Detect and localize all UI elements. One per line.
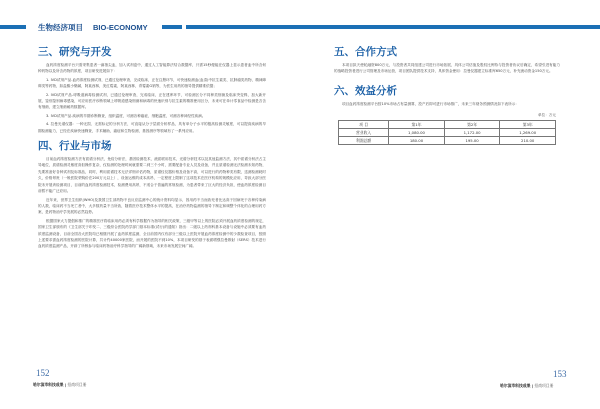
paragraph: 本项目拟天使轮融资800万元，与投资者共同组建公司进行市场拓展，具体公司估值及股权比例待与投资者协议后确定，希望引进有能力的战略投资者进行公司管理及市场运营，项目团队提供技术支持，具体资金使用：拉曼仪器建立标准库650万元，补充流动资金150万元。 xyxy=(334,63,560,74)
header-bar-mid xyxy=(162,25,182,29)
table-cell: 1,172.00 xyxy=(444,129,500,137)
table-cell: 利润总额 xyxy=(339,137,389,145)
table-cell: 195.00 xyxy=(444,137,500,145)
header-title xyxy=(38,22,148,33)
left-page xyxy=(38,44,266,252)
footer-right xyxy=(500,383,553,389)
right-page xyxy=(334,44,560,145)
header-bar-left xyxy=(0,25,26,29)
table-cell: 1,080.00 xyxy=(389,129,445,137)
section-heading: 五、合作方式 xyxy=(334,46,397,58)
page-number-left: 152 xyxy=(36,368,50,378)
table-header-cell: 第2年 xyxy=(444,121,500,129)
table-unit: 单位：万元 xyxy=(538,113,556,118)
footer-main: 哈尔滨市科技成果 xyxy=(33,382,64,387)
table-cell: 1,269.00 xyxy=(500,129,556,137)
section-market xyxy=(38,138,266,250)
paragraph: 近年来，世界卫生组织(WHO)及我国卫生部药物不良反应监测中心的统计资料均显示，因用药不当而致死者比达高于因病死于各种传染病的人数，临床药不当死亡者中，大多数药量不当所致，随着医疗技术整体水平的提高，在治疗药物监测的指导下制定和调整个体化的合理用药方案，是药物治疗学发展的必然趋势。 xyxy=(38,197,266,215)
paragraph: 2. IVD试剂产品-呼吸道病毒检测试剂，已通过伦理审查，完成临床，正在建库环节，可检测区分不同种类细菌及临床突变株，加大新开展，鉴别鉴别病毒感染，可应用医疗诊断领域上呼吸道感染细菌和病毒的快速识别与抗生素的精准使用区分，未来可在单计零食品中检测是否含有细菌，建立细菌耐药数据库。 xyxy=(38,92,266,110)
table-header-cell: 第1年 xyxy=(389,121,445,129)
paragraph: 根据国家大力提倡和推广的精准医疗将临床用药必须有科学数据作为指导的相关政策，三级甲等以上的医院必须开展血药浓度检测的规定，国家卫生部颁布的《卫生部关于印发二、三级综合医院药学部门基本标准(试行)的通知》指出：二级以上药剂科基本设备与设施中必须要有血药浓度监测设备，目前全国各大医院均已相继开展了血药浓度监测，全目前国内仅有部分三级以上医院开展血药浓度检测中的少数检查项目，按照上述要求需血药浓度检测的医院计算，共计约40000家医院，而开展的医院不到10%，本项目研发的基于表面增强拉曼散射（SERS）技术进行血药浓度监测产品，开辟了所核参与临床药物治疗科学指导的广阔新领域，未来市场发展空间广阔。 xyxy=(38,218,266,249)
section-heading: 六、效益分析 xyxy=(334,84,397,97)
table-row xyxy=(339,137,556,145)
footer-main: 哈尔滨市科技成果 xyxy=(500,383,531,388)
section-cooperation xyxy=(334,44,560,75)
section-heading: 三、研究与开发 xyxy=(38,46,112,58)
header-title-cn: 生物经济项目 xyxy=(38,23,83,32)
header-bar-right xyxy=(186,25,600,29)
forecast-table xyxy=(338,120,556,145)
footer-sub: 招商项目册 xyxy=(534,383,554,388)
table-header-row xyxy=(339,121,556,129)
paragraph: 4. 拉曼光谱仪器：一种无损、无需标记的分析方法，可直接从分子层面分析样品，具有单分子水平的极高检测灵敏度，可以提高疾病的早期检测能力，已经在疾病快速筛查，手术辅助，癌症和生物检测，基因测序等领域有了一系列应用。 xyxy=(38,122,266,133)
paragraph: 血药浓度检测平台只需采集患者一滴指尖血，加入试剂盒中，通过人工智能算法结合数据库，只需15秒便能在仪器上显示患者血中所含何种药物以及所含药物的浓度，项目研发进展如下： xyxy=(38,63,266,74)
table-row xyxy=(339,129,556,137)
footer-sep: | xyxy=(531,383,534,388)
table-cell: 180.00 xyxy=(389,137,445,145)
footer-left xyxy=(33,382,86,388)
paragraph: 3. IVD试剂产品-疾病的早期诊断筛查，组织温度，可测各种癌症，细胞温度，可测各种神经性疾病。 xyxy=(46,113,206,118)
side-tabs xyxy=(586,118,600,323)
footer-sub: 招商项目册 xyxy=(67,382,87,387)
paragraph: 目前血药浓度检测方法有质谱分析法，免疫分析法，基因检测技术，液质联用技术，光谱分析技术以及其他监测方法，其中质谱分析法占主导地位，质谱检测灵敏度高但操作复杂，仪检测的处理时间就需要二到三个小时，需要配备专业人员及设备，并且质谱检测无法检测未知药物，先要准备好各种试剂及标准品，同时，利用质谱技术无法详细评估药物，质谱仪仪器价格及设备不高，可以进行的药物种类有限，送测检测耗时久，价格昂贵（一般医院采购价在200万元以上），设备运维的成本高昂，一定程度上限制了这项技术在医疗机构的规模化应用，导致大部分医院未开展该检测项目，目前的血药浓度检测技术，检测费用高昂，不适合于普遍的常规检测，为患者带来了巨大的经济负担，使血药浓度检测目前暂不能广泛应用。 xyxy=(38,157,266,194)
section-heading: 四、行业与市场 xyxy=(38,140,112,153)
table-cell: 营业收入 xyxy=(339,129,389,137)
paragraph: 项目血药浓度检测平台按10%市场占有量测算，投产后即可进行市场推广，未来三年财务预测情况如下表所示： xyxy=(342,101,519,106)
header-title-en: BIO-ECONOMY xyxy=(93,23,148,32)
table-header-cell: 项 目 xyxy=(339,121,389,129)
section-research xyxy=(38,44,266,134)
table-cell: 210.00 xyxy=(500,137,556,145)
footer-sep: | xyxy=(64,382,67,387)
paragraph: 1. IVD试剂产品-血药浓度检测试剂，已通过伦理审查，完成临床，正在注册环节，可快速检测血(血清)中抗生素类、抗肿瘤类药物，精神障碍类等药物，如盐酸小檗碱，阿莫西林，美红霉素，阿莫西林，青霉素G钠等，为医生用药的指导提供精准依据； xyxy=(38,77,266,89)
section-benefit xyxy=(334,83,560,145)
page-number-right: 153 xyxy=(553,369,567,379)
table-header-cell: 第3年 xyxy=(500,121,556,129)
